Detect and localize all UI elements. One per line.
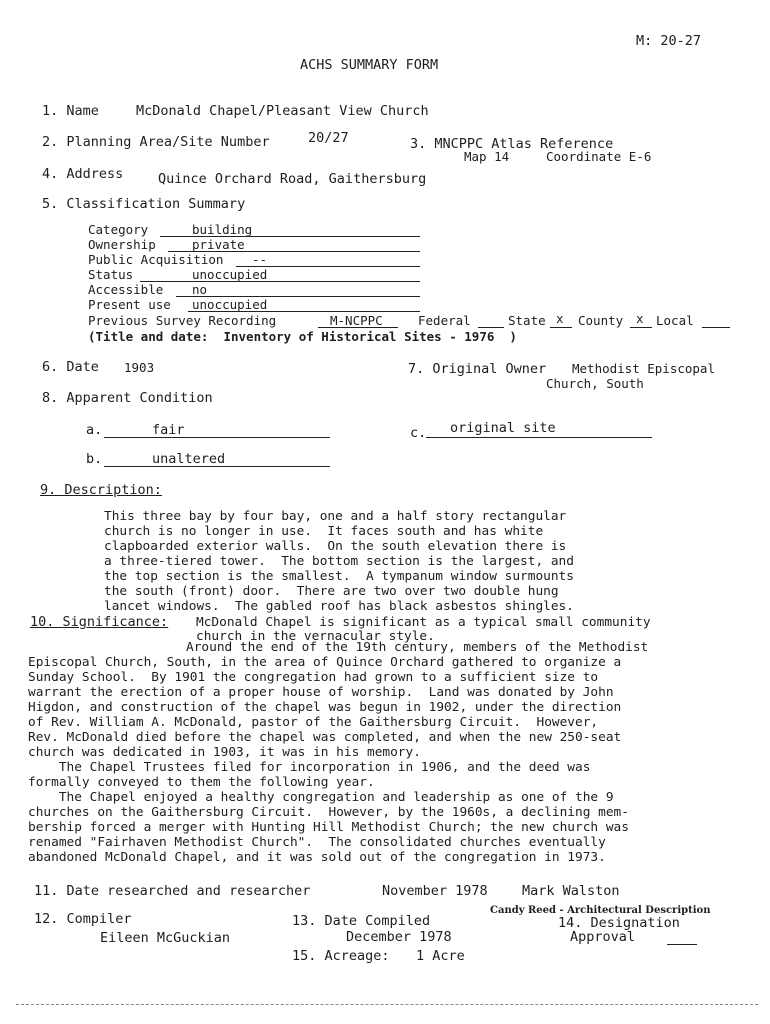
description-line: church is no longer in use. It faces south and has white [104, 524, 544, 539]
significance-line: abandoned McDonald Chapel, and it was sold out of the congregation in 1973. [28, 850, 606, 865]
acreage-value: 1 Acre [416, 948, 465, 964]
significance-line: bership forced a merger with Hunting Hill Methodist Church; the new church was [28, 820, 629, 835]
condition-c-line [426, 437, 652, 438]
atlas-coordinate: Coordinate E-6 [546, 149, 652, 164]
significance-line: The Chapel Trustees filed for incorporation in 1906, and the deed was [28, 760, 591, 775]
previous-survey-label: Previous Survey Recording [88, 313, 277, 328]
original-owner-label: 7. Original Owner [408, 361, 547, 377]
accessible-value: no [192, 282, 208, 297]
compiler-value: Eileen McGuckian [100, 930, 231, 946]
acquisition-value: -- [252, 252, 268, 267]
researched-label: 11. Date researched and researcher [34, 883, 311, 899]
description-line: the top section is the smallest. A tympanum window surmounts [104, 569, 574, 584]
significance-line: Higdon, and construction of the chapel was begun in 1902, under the direction [28, 700, 622, 715]
address-value: Quince Orchard Road, Gaithersburg [158, 171, 427, 187]
description-line: the south (front) door. There are two over two double hung [104, 584, 559, 599]
researcher-name: Mark Walston [522, 883, 620, 899]
ownership-label: Ownership [88, 237, 156, 252]
local-line [702, 327, 730, 328]
date-value: 1903 [124, 360, 155, 375]
approval-label: Approval [570, 929, 636, 945]
status-line [140, 281, 420, 282]
site-number-value: 20/27 [308, 130, 349, 146]
classification-label: 5. Classification Summary [42, 196, 246, 212]
name-label: 1. Name [42, 103, 99, 119]
date-compiled-label: 13. Date Compiled [292, 913, 431, 929]
significance-intro: church in the vernacular style. [196, 629, 435, 644]
significance-line: of Rev. William A. McDonald, pastor of the Gaithersburg Circuit. However, [28, 715, 599, 730]
local-label: Local [656, 313, 694, 328]
condition-c-label: c. [410, 425, 427, 441]
present-use-line [188, 311, 420, 312]
acreage-label: 15. Acreage: [292, 948, 390, 964]
title-and-date: (Title and date: Inventory of Historical Sites - 1976 ) [88, 329, 517, 344]
state-mark: x [556, 311, 564, 326]
federal-line [478, 327, 504, 328]
name-value: McDonald Chapel/Pleasant View Church [136, 103, 429, 119]
ownership-value: private [192, 237, 245, 252]
significance-line: renamed "Fairhaven Methodist Church". The consolidated churches eventually [28, 835, 606, 850]
designation-label: 14. Designation [558, 915, 680, 931]
federal-label: Federal [418, 313, 471, 328]
description-line: This three bay by four bay, one and a half story rectangular [104, 509, 567, 524]
significance-line: The Chapel enjoyed a healthy congregation and leadership as one of the 9 [28, 790, 614, 805]
county-line [630, 327, 652, 328]
county-label: County [578, 313, 624, 328]
significance-label-text: 10. Significance: [30, 614, 169, 630]
description-label: 9. Description: [40, 482, 162, 498]
approval-line [667, 944, 697, 945]
significance-line: Episcopal Church, South, in the area of Quince Orchard gathered to organize a [28, 655, 622, 670]
researched-date: November 1978 [382, 883, 488, 899]
category-value: building [192, 222, 253, 237]
condition-label: 8. Apparent Condition [42, 390, 213, 406]
scan-edge [16, 1004, 758, 1005]
previous-survey-line [318, 327, 398, 328]
state-line [550, 327, 572, 328]
significance-line: churches on the Gaithersburg Circuit. However, by the 1960s, a declining mem- [28, 805, 629, 820]
status-label: Status [88, 267, 134, 282]
condition-b-line [104, 466, 330, 467]
significance-line: warrant the erection of a proper house of worship. Land was donated by John [28, 685, 614, 700]
present-use-value: unoccupied [192, 297, 268, 312]
significance-line: formally conveyed to them the following year. [28, 775, 375, 790]
handwritten-note: Candy Reed - Architectural Description [490, 905, 711, 916]
condition-a-label: a. [86, 422, 103, 438]
significance-line: Around the end of the 19th century, members of the Methodist [186, 640, 649, 655]
atlas-reference-label: 3. MNCPPC Atlas Reference [410, 136, 614, 152]
atlas-map: Map 14 [464, 149, 510, 164]
original-owner-line1: Methodist Episcopal [572, 361, 715, 376]
description-line: a three-tiered tower. The bottom section is the largest, and [104, 554, 574, 569]
date-compiled-value: December 1978 [346, 929, 452, 945]
address-label: 4. Address [42, 166, 124, 182]
significance-label [30, 615, 168, 630]
accessible-label: Accessible [88, 282, 164, 297]
planning-area-label: 2. Planning Area/Site Number [42, 134, 270, 150]
description-line: clapboarded exterior walls. On the south elevation there is [104, 539, 567, 554]
condition-b-value: unaltered [152, 451, 226, 467]
category-label: Category [88, 222, 149, 237]
page-number: M: 20-27 [636, 33, 702, 49]
condition-a-line [104, 437, 330, 438]
condition-a-value: fair [152, 422, 185, 438]
acquisition-label: Public Acquisition [88, 252, 224, 267]
state-label: State [508, 313, 546, 328]
significance-line: Rev. McDonald died before the chapel was completed, and when the new 250-seat [28, 730, 622, 745]
status-value: unoccupied [192, 267, 268, 282]
description-line: lancet windows. The gabled roof has black asbestos shingles. [104, 599, 574, 614]
county-mark: x [636, 311, 644, 326]
original-owner-line2: Church, South [546, 376, 644, 391]
condition-b-label: b. [86, 451, 103, 467]
compiler-label: 12. Compiler [34, 911, 132, 927]
significance-line: Sunday School. By 1901 the congregation had grown to a sufficient size to [28, 670, 599, 685]
previous-survey-value: M-NCPPC [330, 313, 383, 328]
significance-line: church was dedicated in 1903, it was in his memory. [28, 745, 421, 760]
condition-c-value: original site [450, 420, 556, 436]
form-title: ACHS SUMMARY FORM [300, 57, 439, 73]
significance-intro: McDonald Chapel is significant as a typical small community [196, 615, 651, 630]
date-label: 6. Date [42, 359, 99, 375]
present-use-label: Present use [88, 297, 171, 312]
